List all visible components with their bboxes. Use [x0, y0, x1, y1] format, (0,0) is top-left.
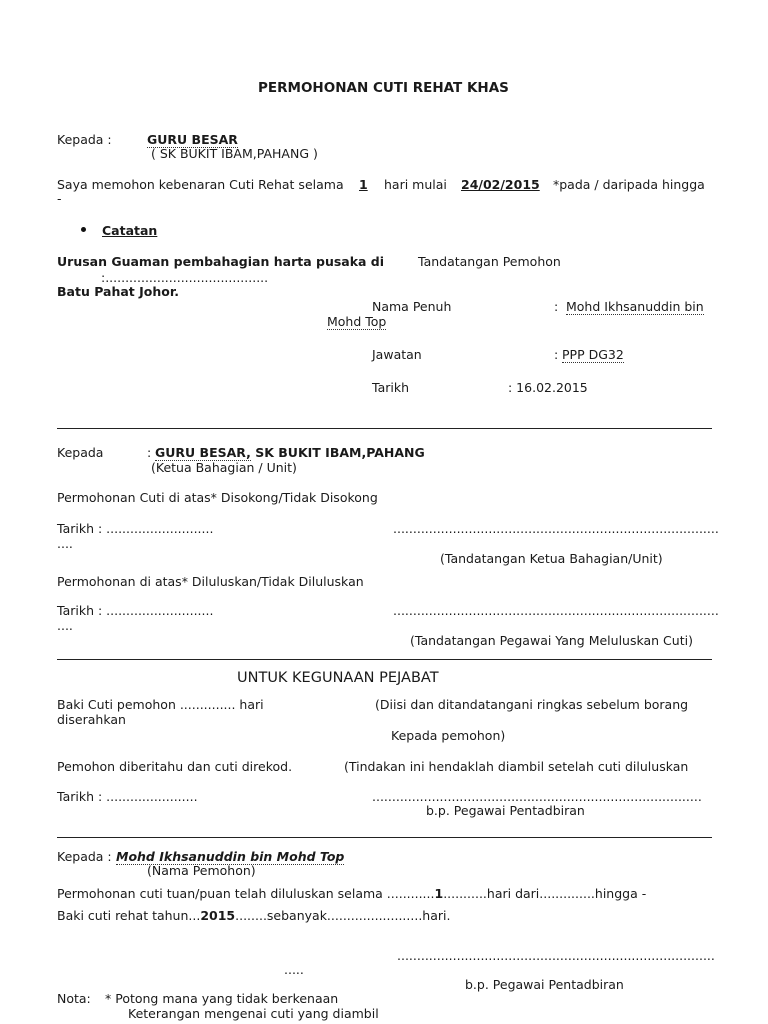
office-date: Tarikh : ....................... [57, 789, 198, 804]
continuation-dash: - [57, 191, 62, 206]
reply-sign-label: b.p. Pegawai Pentadbiran [465, 977, 624, 992]
signature-label: Tandatangan Pemohon [418, 254, 561, 269]
head-to-name [155, 445, 425, 460]
reply-sign-dots: ................................................................................ [397, 948, 715, 963]
date-value: : 16.02.2015 [508, 380, 588, 395]
leave-days: 1 [359, 177, 368, 192]
action-note: (Tindakan ini hendaklah diambil setelah cuti diluluskan [344, 759, 689, 774]
divider-3 [57, 837, 712, 838]
to-name: GURU BESAR [147, 132, 238, 147]
divider-2 [57, 659, 712, 660]
approver-sign-label: (Tandatangan Pegawai Yang Meluluskan Cuti) [410, 633, 693, 648]
fill-note: (Diisi dan ditandatangani ringkas sebelum borang [375, 697, 689, 712]
position-colon: : [554, 347, 559, 362]
position-label: Jawatan [372, 347, 422, 362]
reason-line-2: Batu Pahat Johor. [57, 284, 179, 299]
signature-line: :......................................... [101, 270, 269, 285]
full-name-value-cont: Mohd Top [327, 314, 387, 329]
date-2: Tarikh : ........................... [57, 603, 214, 618]
submitted-text: diserahkan [57, 712, 126, 727]
reply-to-name: Mohd Ikhsanuddin bin Mohd Top [116, 849, 345, 864]
balance-year: 2015 [200, 908, 236, 923]
note-line-2: Keterangan mengenai cuti yang diambil [128, 1006, 379, 1021]
full-name-colon: : [554, 299, 559, 314]
reply-sign-dots-short: ..... [284, 962, 304, 977]
date-1: Tarikh : ........................... [57, 521, 214, 536]
approved-days: 1 [434, 886, 444, 901]
to-applicant-text: Kepada pemohon) [391, 728, 506, 743]
start-date: 24/02/2015 [461, 177, 540, 192]
notes-heading: Catatan [102, 223, 158, 238]
approved-text [57, 886, 646, 901]
head-to-label: Kepada [57, 445, 104, 460]
approver-sign-dots: .................................................................................. [393, 603, 719, 618]
position-value: PPP DG32 [562, 347, 624, 362]
head-to-school: SK BUKIT IBAM,PAHANG [250, 445, 425, 460]
reply-to-label: Kepada : [57, 849, 112, 864]
from-to-text: *pada / daripada hingga [553, 177, 705, 192]
full-name-label: Nama Penuh [372, 299, 452, 314]
office-sign-dots: ................................................................................... [372, 789, 702, 804]
start-label: hari mulai [384, 177, 447, 192]
request-text: Saya memohon kebenaran Cuti Rehat selama [57, 177, 344, 192]
balance-text: Baki Cuti pemohon .............. hari [57, 697, 264, 712]
bullet-icon [81, 227, 86, 232]
form-title: PERMOHONAN CUTI REHAT KHAS [258, 80, 509, 96]
balance-b: ........sebanyak........................hari. [235, 908, 451, 923]
to-label: Kepada : [57, 132, 112, 147]
approve-text: Permohonan di atas* Diluluskan/Tidak Diluluskan [57, 574, 364, 589]
approved-text-a: Permohonan cuti tuan/puan telah diluluskan selama ............ [57, 886, 435, 901]
head-to-colon: : [147, 445, 152, 460]
approved-text-b: ...........hari dari..............hingga - [443, 886, 647, 901]
date-1-dots: .... [57, 536, 73, 551]
note-label: Nota: [57, 991, 91, 1006]
divider-1 [57, 428, 712, 429]
head-sign-dots: .................................................................................. [393, 521, 719, 536]
office-sign-label: b.p. Pegawai Pentadbiran [426, 803, 585, 818]
head-sign-label: (Tandatangan Ketua Bahagian/Unit) [440, 551, 663, 566]
head-to-sub: (Ketua Bahagian / Unit) [151, 460, 297, 475]
full-name-value: Mohd Ikhsanuddin bin [566, 299, 704, 314]
balance-year-text [57, 908, 450, 923]
support-text: Permohonan Cuti di atas* Disokong/Tidak Disokong [57, 490, 378, 505]
head-to-name-title: GURU BESAR, [155, 445, 251, 460]
date-2-dots: .... [57, 618, 73, 633]
date-label: Tarikh [372, 380, 409, 395]
office-heading: UNTUK KEGUNAAN PEJABAT [237, 670, 439, 686]
reason-line-1: Urusan Guaman pembahagian harta pusaka di [57, 254, 385, 269]
balance-a: Baki cuti rehat tahun... [57, 908, 201, 923]
reply-to-sub: (Nama Pemohon) [147, 863, 256, 878]
to-school: ( SK BUKIT IBAM,PAHANG ) [151, 146, 318, 161]
note-line-1: * Potong mana yang tidak berkenaan [105, 991, 339, 1006]
recorded-text: Pemohon diberitahu dan cuti direkod. [57, 759, 293, 774]
